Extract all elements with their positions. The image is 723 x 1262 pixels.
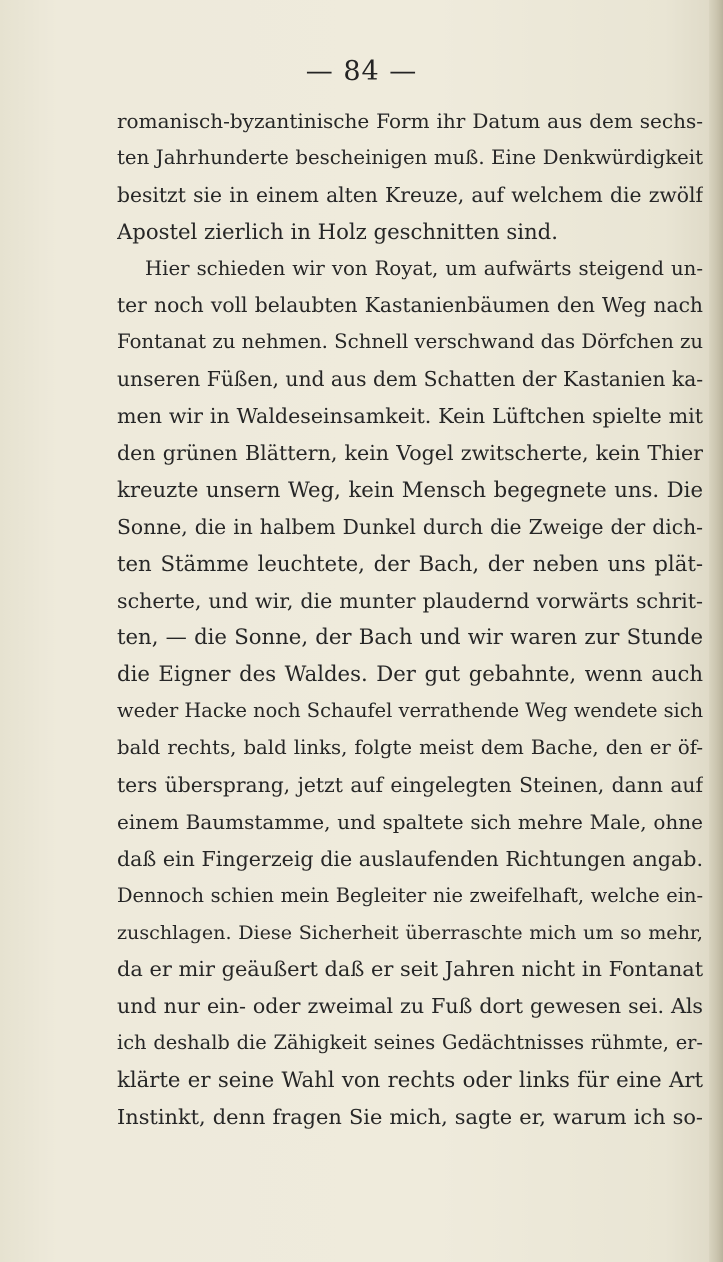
text-line: ter noch voll belaubten Kastanienbäumen den Weg nach xyxy=(117,293,703,318)
text-line: einem Baumstamme, und spaltete sich mehre Male, ohne xyxy=(117,809,703,834)
text-line: kreuzte unsern Weg, kein Mensch begegnete uns. Die xyxy=(117,476,703,502)
text-line: daß ein Fingerzeig die auslaufenden Richtungen angab. xyxy=(117,846,703,871)
text-line: ten, — die Sonne, der Bach und wir waren zur Stunde xyxy=(117,624,703,650)
text-line: scherte, und wir, die munter plaudernd vorwärts schrit- xyxy=(117,588,703,613)
text-line: ten Jahrhunderte bescheinigen muß. Eine Denkwürdigkeit xyxy=(117,145,703,169)
text-line: klärte er seine Wahl von rechts oder links für eine Art xyxy=(117,1067,703,1093)
text-line: Sonne, die in halbem Dunkel durch die Zweige der dich- xyxy=(117,514,703,539)
text-line: den grünen Blättern, kein Vogel zwitscherte, kein Thier xyxy=(117,441,703,466)
text-line: besitzt sie in einem alten Kreuze, auf welchem die zwölf xyxy=(117,182,703,207)
text-line: ters übersprang, jetzt auf eingelegten Steinen, dann auf xyxy=(117,773,703,798)
text-line: Apostel zierlich in Holz geschnitten sind. xyxy=(117,218,558,244)
text-line: die Eigner des Waldes. Der gut gebahnte, wenn auch xyxy=(117,661,703,687)
text-line: ich deshalb die Zähigkeit seines Gedächtnisses rühmte, er- xyxy=(117,1031,703,1055)
text-line: Fontanat zu nehmen. Schnell verschwand das Dörfchen zu xyxy=(117,330,703,354)
text-line: men wir in Waldeseinsamkeit. Kein Lüftchen spielte mit xyxy=(117,404,703,429)
text-line: da er mir geäußert daß er seit Jahren nicht in Fontanat xyxy=(117,957,703,982)
text-line: romanisch-byzantinische Form ihr Datum aus dem sechs- xyxy=(117,109,703,133)
text-line: unseren Füßen, und aus dem Schatten der Kastanien ka- xyxy=(117,367,703,392)
text-line: zuschlagen. Diese Sicherheit überraschte mich um so mehr, xyxy=(117,920,703,944)
text-line: Hier schieden wir von Royat, um aufwärts steigend un- xyxy=(145,256,703,280)
text-line: Instinkt, denn fragen Sie mich, sagte er, warum ich so- xyxy=(117,1105,703,1130)
body-text xyxy=(117,103,703,1136)
text-line: bald rechts, bald links, folgte meist dem Bache, den er öf- xyxy=(117,736,703,760)
text-line: ten Stämme leuchtete, der Bach, der neben uns plät- xyxy=(117,550,703,576)
text-line: und nur ein- oder zweimal zu Fuß dort gewesen sei. Als xyxy=(117,994,703,1019)
text-line: weder Hacke noch Schaufel verrathende Weg wendete sich xyxy=(117,699,703,723)
text-line: Dennoch schien mein Begleiter nie zweifelhaft, welche ein- xyxy=(117,883,703,907)
page-number: — 84 — xyxy=(305,56,418,87)
page-gutter-edge xyxy=(709,0,723,1262)
